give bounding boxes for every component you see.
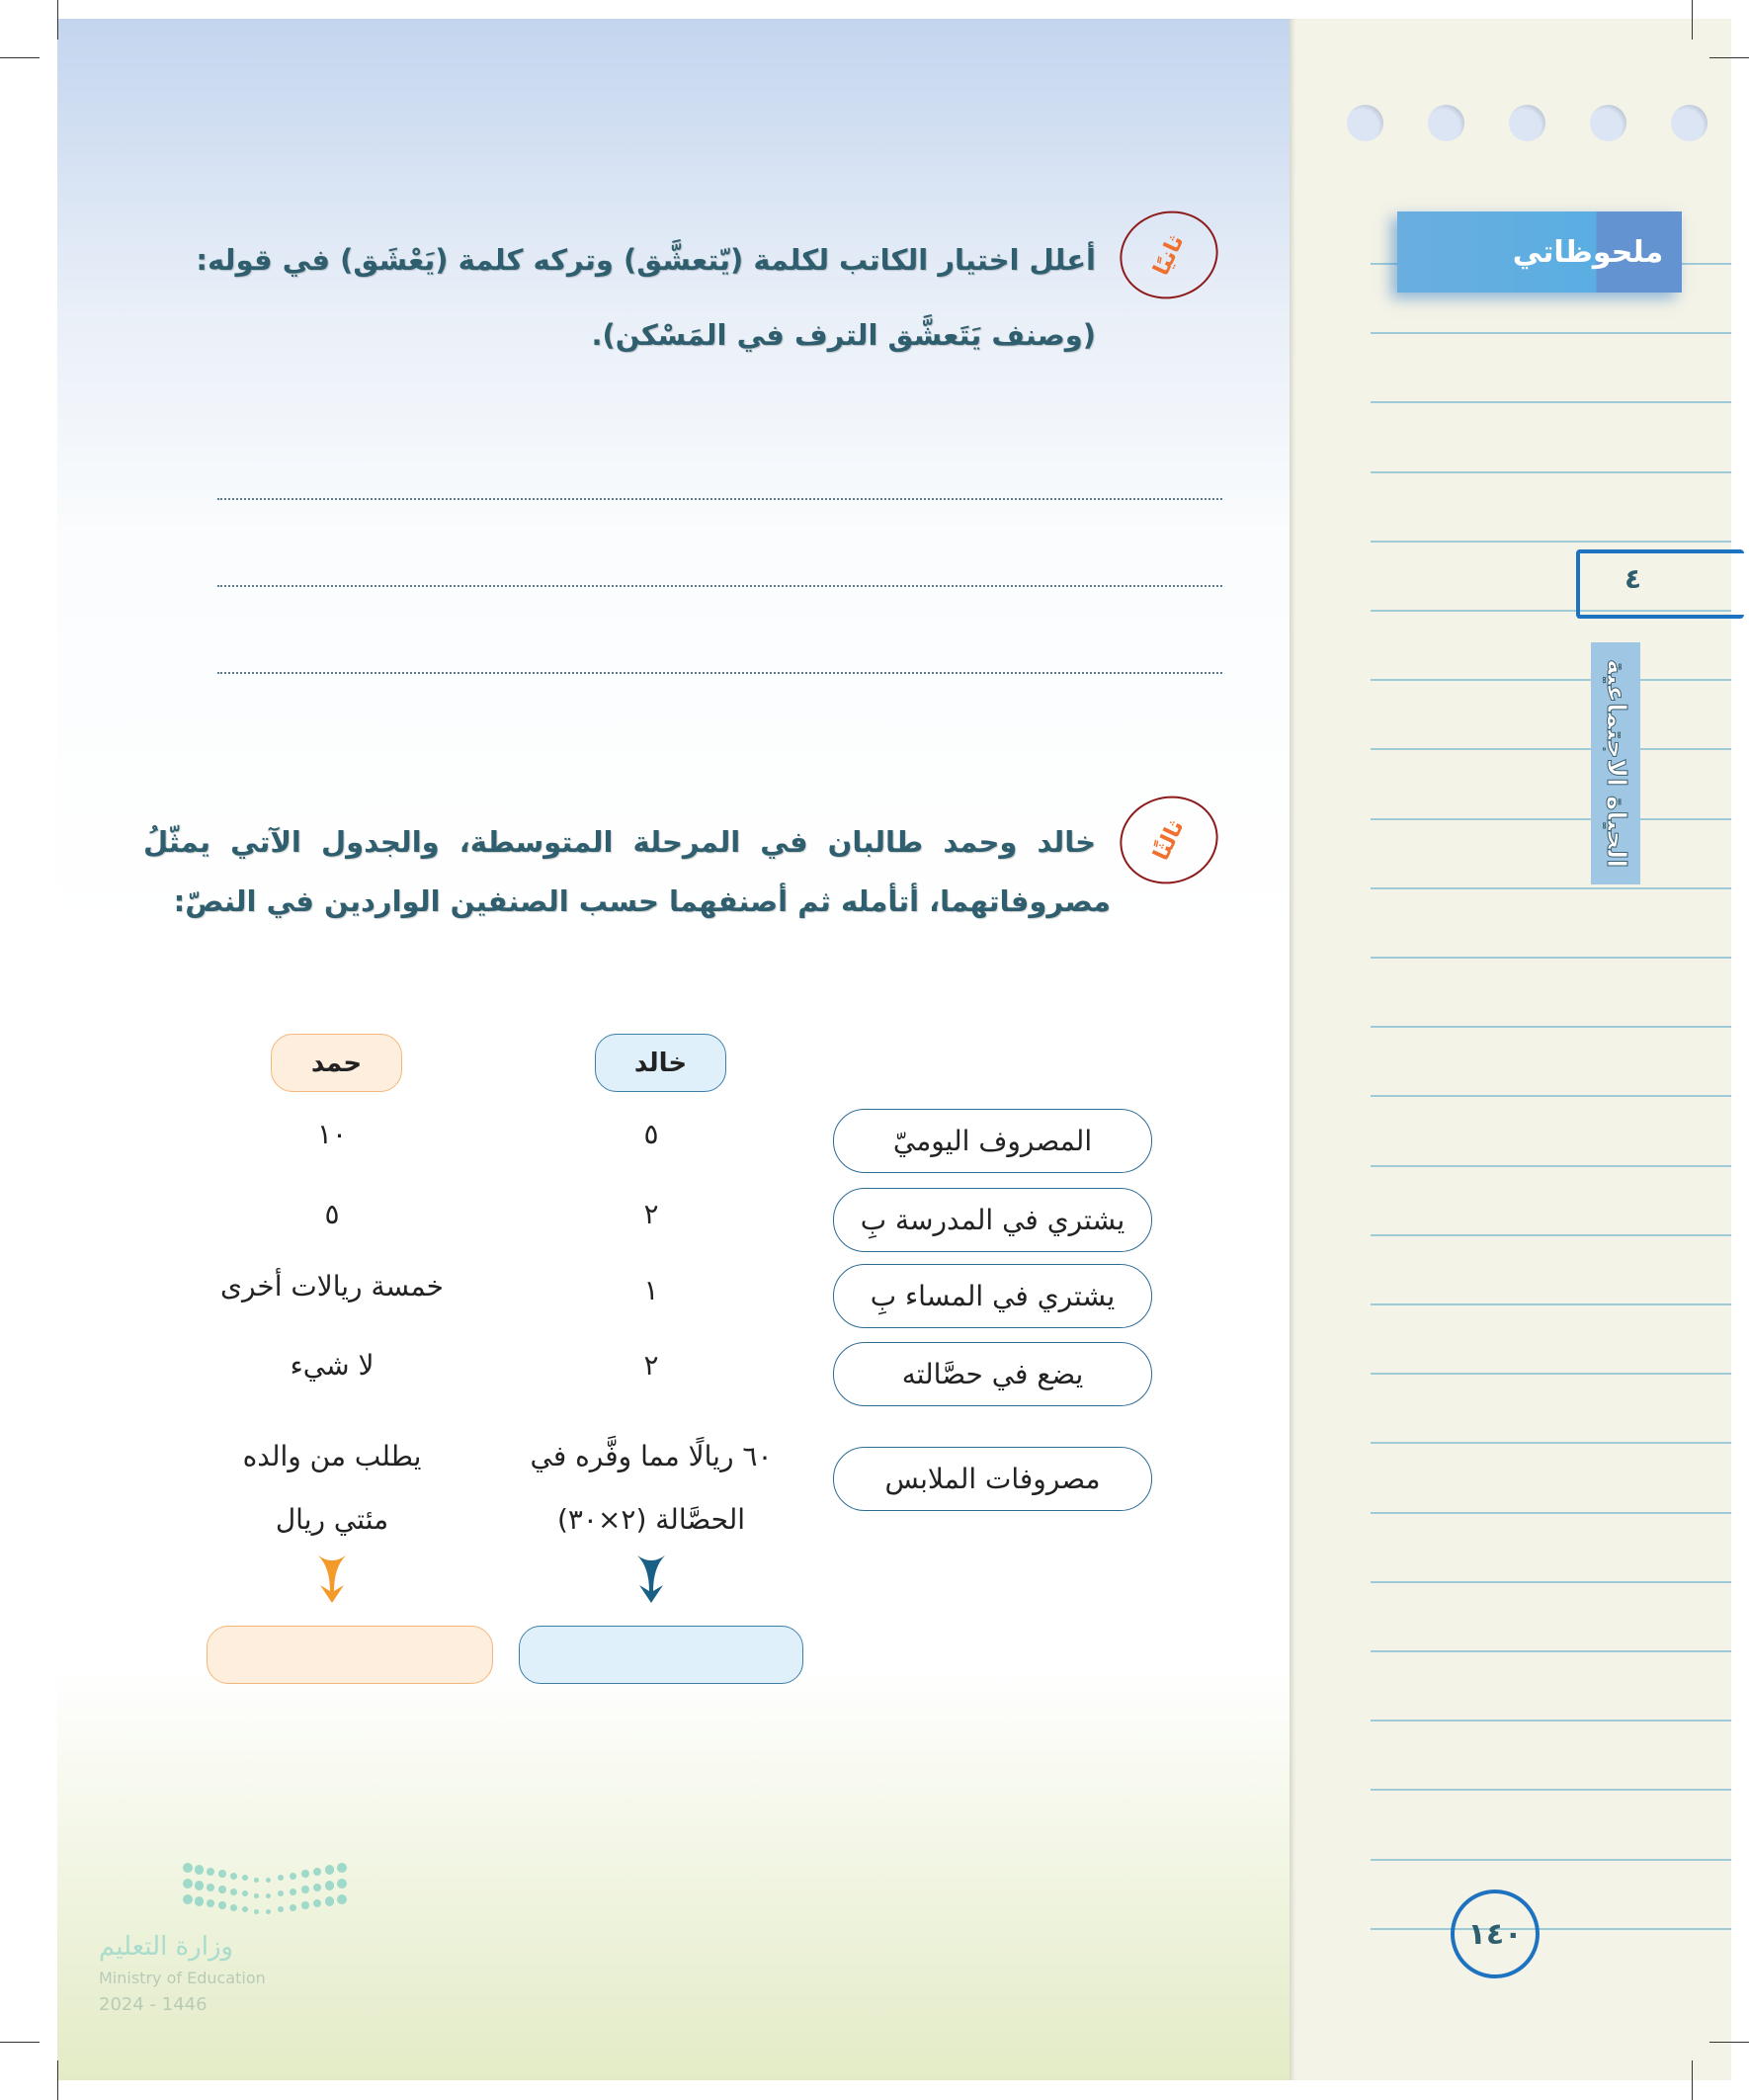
notes-ruled-line (1371, 887, 1731, 889)
badge-label: ثانيًا (1148, 230, 1190, 280)
logo-dot (183, 1863, 193, 1873)
hamad-value: ٥ (324, 1198, 340, 1230)
notes-ruled-line (1371, 332, 1731, 334)
chapter-title-ribbon (1591, 642, 1640, 884)
hamad-value: مئتي ريال (275, 1503, 389, 1536)
notes-panel (1290, 19, 1731, 2080)
row-label: المصروف اليوميّ (833, 1109, 1152, 1173)
logo-dot (242, 1906, 248, 1912)
ministry-logo-icon (183, 1863, 351, 1922)
notes-title-tab (1397, 211, 1682, 293)
question2-line2: مصروفاتهما، أتأمله ثم أصنفهما حسب الصنفين الواردين في النصّ: (173, 884, 1111, 918)
logo-dot (254, 1909, 259, 1914)
ministry-name-ar: وزارة التعليم (99, 1932, 234, 1962)
notes-ruled-line (1371, 1859, 1731, 1861)
notes-ruled-line (1371, 1581, 1731, 1583)
logo-dot (218, 1901, 226, 1909)
hamad-value: ١٠ (316, 1118, 348, 1150)
logo-dot (195, 1881, 204, 1890)
crop-mark (57, 2060, 58, 2100)
logo-dot (183, 1879, 193, 1889)
logo-dot (290, 1889, 296, 1895)
logo-dot (195, 1896, 204, 1905)
logo-dot (230, 1904, 237, 1911)
crop-mark (0, 57, 40, 58)
crop-mark (1692, 2060, 1693, 2100)
logo-dot (207, 1884, 214, 1891)
logo-dot (290, 1904, 296, 1911)
header-hamad: حمد (271, 1034, 402, 1092)
crop-mark (0, 2042, 40, 2043)
logo-dot (266, 1893, 271, 1898)
ministry-name-en: Ministry of Education (99, 1969, 266, 1987)
notes-ruled-line (1371, 401, 1731, 403)
page-number (1451, 1890, 1540, 1978)
question1-line1: أعلل اختيار الكاتب لكلمة (يّتعشَّق) وتركه كلمة (يَعْشَق) في قوله: (196, 243, 1096, 277)
row-label: يضع في حصَّالته (833, 1342, 1152, 1406)
khalid-value: ٢ (643, 1198, 659, 1230)
crop-mark (1709, 57, 1749, 58)
logo-dot (266, 1909, 271, 1914)
notes-ruled-line (1371, 1026, 1731, 1028)
notes-ruled-line (1371, 1303, 1731, 1305)
khalid-value: الحصَّالة (٢×٣٠) (556, 1503, 746, 1536)
hamad-answer-box[interactable] (207, 1626, 493, 1684)
crop-mark (1692, 0, 1693, 40)
khalid-value: ١ (643, 1274, 659, 1306)
notes-ruled-line (1371, 1928, 1731, 1930)
footer-years: 2024 - 1446 (99, 1994, 208, 2015)
logo-dot (313, 1899, 321, 1907)
row-label: يشتري في المدرسة بِ (833, 1188, 1152, 1252)
binder-hole-icon (1671, 105, 1707, 141)
khalid-value: ٢ (643, 1349, 659, 1382)
page-number-text: ١٤٠ (1467, 1916, 1523, 1952)
notes-ruled-line (1371, 1650, 1731, 1652)
binder-hole-icon (1590, 105, 1626, 141)
logo-dot (313, 1884, 321, 1891)
notes-ruled-line (1371, 471, 1731, 473)
arrow-down-icon (631, 1554, 671, 1605)
logo-dot (183, 1894, 193, 1904)
question2-line1: خالد وحمد طالبان في المرحلة المتوسطة، والجدول الآتي يمثّلُ (142, 825, 1096, 859)
row-label: مصروفات الملابس (833, 1447, 1152, 1511)
logo-dot (254, 1878, 259, 1883)
logo-dot (301, 1870, 309, 1878)
hamad-value: يطلب من والده (242, 1440, 422, 1472)
chapter-number-box (1576, 549, 1744, 619)
notes-ruled-line (1371, 1442, 1731, 1444)
logo-dot (325, 1865, 334, 1874)
logo-dot (290, 1873, 296, 1880)
chapter-title: الحياة الاجتماعية (1601, 658, 1630, 869)
logo-dot (218, 1870, 226, 1878)
binder-hole-icon (1428, 105, 1464, 141)
badge-label: ثالثًا (1148, 815, 1190, 865)
crop-mark (57, 0, 58, 40)
logo-dot (337, 1863, 347, 1873)
logo-dot (242, 1875, 248, 1881)
question1-line2: (وصنف يَتَعشَّق الترف في المَسْكن). (591, 318, 1096, 352)
hamad-value: لا شيء (290, 1349, 375, 1382)
logo-dot (242, 1890, 248, 1896)
logo-dot (207, 1899, 214, 1907)
crop-mark (1709, 2042, 1749, 2043)
notes-ruled-line (1371, 1512, 1731, 1514)
notes-ruled-line (1371, 1720, 1731, 1722)
answer-line[interactable] (217, 672, 1222, 674)
answer-line[interactable] (217, 585, 1222, 587)
notes-ruled-line (1371, 1789, 1731, 1791)
khalid-answer-box[interactable] (519, 1626, 803, 1684)
logo-dot (230, 1873, 237, 1880)
logo-dot (218, 1886, 226, 1893)
answer-line[interactable] (217, 498, 1222, 500)
notes-ruled-line (1371, 541, 1731, 543)
notes-ruled-line (1371, 679, 1731, 681)
header-khalid: خالد (595, 1034, 726, 1092)
logo-dot (254, 1893, 259, 1898)
hamad-value: خمسة ريالات أخرى (220, 1270, 444, 1302)
logo-dot (313, 1868, 321, 1876)
logo-dot (278, 1875, 284, 1881)
row-label: يشتري في المساء بِ (833, 1264, 1152, 1328)
binder-hole-icon (1347, 105, 1383, 141)
logo-dot (195, 1865, 204, 1874)
logo-dot (266, 1878, 271, 1883)
notes-ruled-line (1371, 1095, 1731, 1097)
binder-hole-icon (1509, 105, 1545, 141)
notes-ruled-line (1371, 748, 1731, 750)
logo-dot (278, 1890, 284, 1896)
khalid-value: ٥ (643, 1118, 659, 1150)
logo-dot (301, 1901, 309, 1909)
logo-dot (278, 1906, 284, 1912)
notes-ruled-line (1371, 818, 1731, 820)
notes-ruled-line (1371, 957, 1731, 959)
logo-dot (207, 1868, 214, 1876)
notes-ruled-line (1371, 1165, 1731, 1167)
logo-dot (325, 1881, 334, 1890)
notes-title: ملحوظاتي (1512, 234, 1664, 270)
logo-dot (325, 1896, 334, 1905)
logo-dot (230, 1889, 237, 1895)
notes-ruled-line (1371, 1373, 1731, 1375)
chapter-number: ٤ (1624, 562, 1642, 595)
arrow-down-icon (312, 1554, 352, 1605)
logo-dot (337, 1879, 347, 1889)
logo-dot (337, 1894, 347, 1904)
notes-ruled-line (1371, 1234, 1731, 1236)
khalid-value: ٦٠ ريالًا مما وفَّره في (530, 1440, 773, 1472)
logo-dot (301, 1886, 309, 1893)
